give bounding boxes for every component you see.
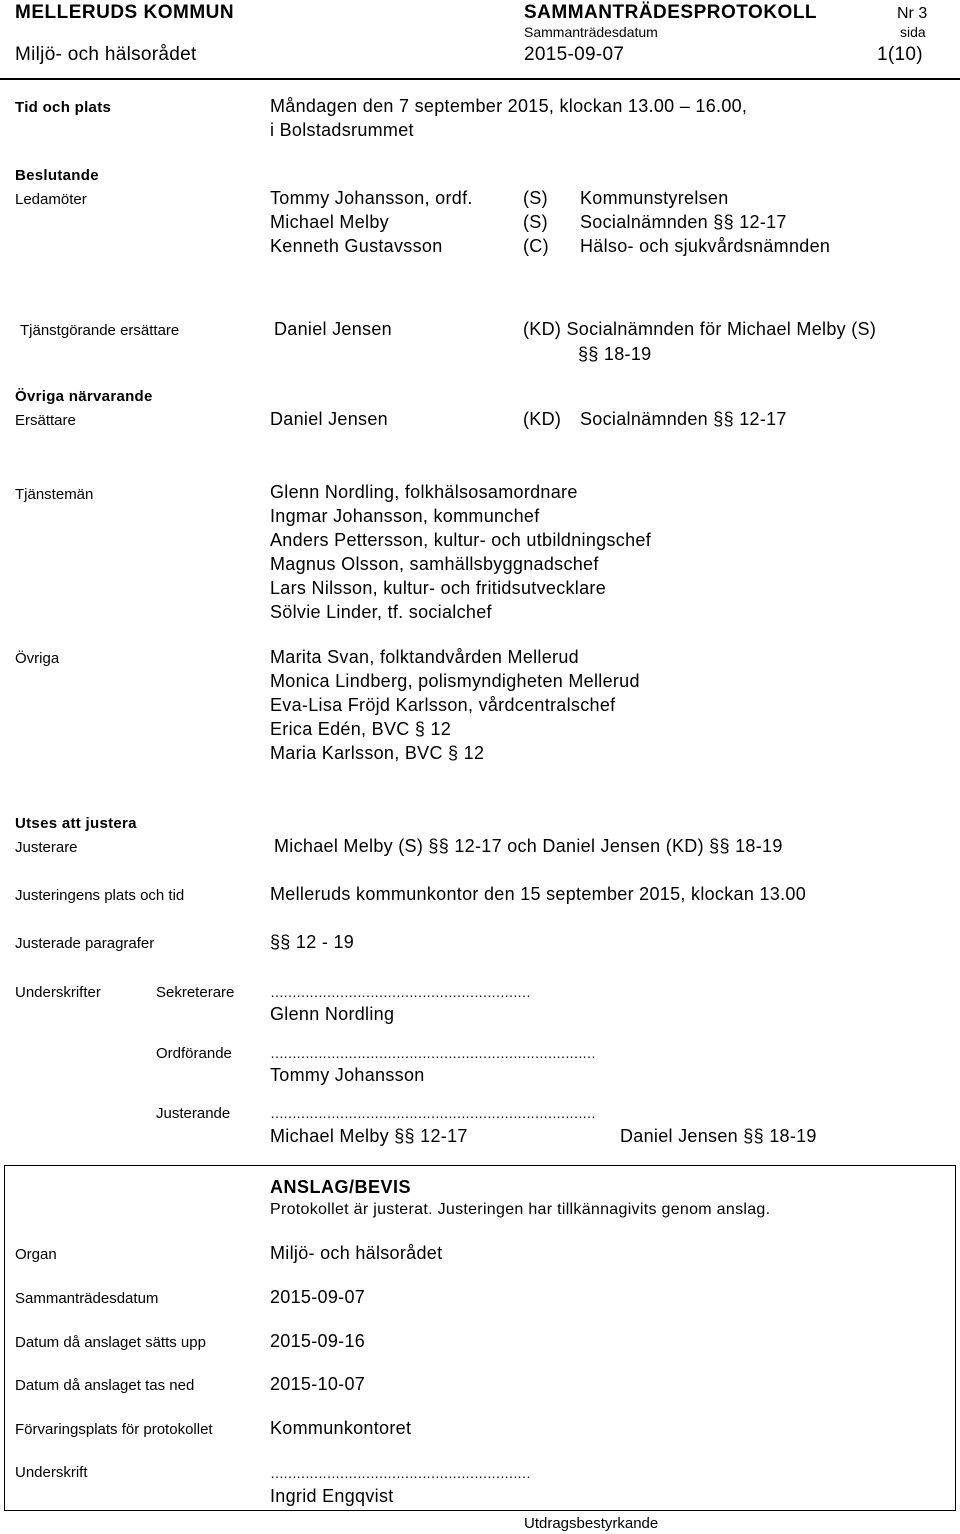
- alternates-label: Ersättare: [15, 412, 76, 429]
- signatures-label: Underskrifter: [15, 984, 101, 1001]
- other-item: Erica Edén, BVC § 12: [270, 719, 452, 739]
- page-label: sida: [900, 24, 926, 40]
- official-item: Magnus Olsson, samhällsbyggnadschef: [270, 554, 599, 574]
- time-place-label: Tid och plats: [15, 99, 112, 116]
- organ-value: Miljö- och hälsorådet: [270, 1243, 443, 1263]
- secretary-label: Sekreterare: [156, 984, 235, 1001]
- chair-name: Tommy Johansson: [270, 1065, 425, 1085]
- notice-title: ANSLAG/BEVIS: [270, 1177, 412, 1197]
- member-party: (S): [523, 188, 548, 208]
- meeting-date-label: Sammanträdesdatum: [15, 1290, 159, 1307]
- other-item: Marita Svan, folktandvården Mellerud: [270, 647, 579, 667]
- signature-label: Underskrift: [15, 1464, 88, 1481]
- member-party: (S): [523, 212, 548, 232]
- decision-makers-label: Beslutande: [15, 167, 99, 184]
- substitute-serving-label: Tjänstgörande ersättare: [20, 322, 180, 339]
- alternate-name: Daniel Jensen: [270, 409, 388, 429]
- official-item: Lars Nilsson, kultur- och fritidsutvecklare: [270, 578, 607, 598]
- secretary-name: Glenn Nordling: [270, 1004, 395, 1024]
- chair-label: Ordförande: [156, 1045, 232, 1062]
- adjust-section-label: Utses att justera: [15, 815, 137, 832]
- posted-date-label: Datum då anslaget sätts upp: [15, 1334, 206, 1351]
- adjuster-signer-1: Michael Melby §§ 12-17: [270, 1126, 468, 1146]
- adjust-place: Melleruds kommunkontor den 15 september 2015, klockan 13.00: [270, 884, 806, 904]
- official-item: Anders Pettersson, kultur- och utbildningschef: [270, 530, 651, 550]
- substitute-line1: (KD) Socialnämnden för Michael Melby (S): [523, 319, 877, 339]
- storage-label: Förvaringsplats för protokollet: [15, 1421, 213, 1438]
- notice-text: Protokollet är justerat. Justeringen har tillkännagivits genom anslag.: [270, 1201, 771, 1218]
- storage-value: Kommunkontoret: [270, 1418, 412, 1438]
- member-body: Kommunstyrelsen: [580, 188, 729, 208]
- chair-signature-line: …………………………………………………………………: [270, 1045, 595, 1061]
- adjusters: Michael Melby (S) §§ 12-17 och Daniel Jensen (KD) §§ 18-19: [274, 836, 783, 856]
- removed-date-label: Datum då anslaget tas ned: [15, 1377, 195, 1394]
- footer-certification: Utdragsbestyrkande: [524, 1515, 659, 1532]
- adjusted-paragraphs: §§ 12 - 19: [270, 932, 355, 952]
- adjusted-paragraphs-label: Justerade paragrafer: [15, 935, 155, 952]
- adjust-place-label: Justeringens plats och tid: [15, 887, 185, 904]
- others-present-label: Övriga närvarande: [15, 388, 153, 405]
- department: Miljö- och hälsorådet: [15, 44, 197, 65]
- adjusting-signer-label: Justerande: [156, 1105, 231, 1122]
- other-item: Maria Karlsson, BVC § 12: [270, 743, 485, 763]
- time-place-line2: i Bolstadsrummet: [270, 120, 414, 140]
- substitute-line2: §§ 18-19: [578, 344, 652, 364]
- document-type: SAMMANTRÄDESPROTOKOLL: [524, 2, 818, 23]
- posted-date-value: 2015-09-16: [270, 1331, 366, 1351]
- member-name: Michael Melby: [270, 212, 389, 232]
- notice-signature-line: ……………………………………………………: [270, 1465, 530, 1481]
- official-item: Glenn Nordling, folkhälsosamordnare: [270, 482, 578, 502]
- member-body: Socialnämnden §§ 12-17: [580, 212, 787, 232]
- protocol-number: Nr 3: [897, 5, 928, 22]
- member-name: Kenneth Gustavsson: [270, 236, 443, 256]
- members-label: Ledamöter: [15, 191, 87, 208]
- meeting-date-value: 2015-09-07: [270, 1287, 366, 1307]
- member-body: Hälso- och sjukvårdsnämnden: [580, 236, 831, 256]
- officials-label: Tjänstemän: [15, 486, 94, 503]
- official-item: Sölvie Linder, tf. socialchef: [270, 602, 492, 622]
- official-item: Ingmar Johansson, kommunchef: [270, 506, 540, 526]
- org-name: MELLERUDS KOMMUN: [15, 2, 235, 23]
- adjuster-signer-2: Daniel Jensen §§ 18-19: [620, 1126, 817, 1146]
- page-number: 1(10): [877, 44, 923, 65]
- member-party: (C): [523, 236, 549, 256]
- notice-signer: Ingrid Engqvist: [270, 1486, 394, 1506]
- secretary-signature-line: ……………………………………………………: [270, 984, 530, 1000]
- header-divider: [0, 78, 960, 80]
- meeting-date: 2015-09-07: [524, 44, 625, 65]
- alternate-party: (KD): [523, 409, 562, 429]
- member-name: Tommy Johansson, ordf.: [270, 188, 473, 208]
- others-label: Övriga: [15, 650, 60, 667]
- other-item: Eva-Lisa Fröjd Karlsson, vårdcentralschef: [270, 695, 616, 715]
- time-place-line1: Måndagen den 7 september 2015, klockan 13.00 – 16.00,: [270, 96, 748, 116]
- adjuster-signature-line: …………………………………………………………………: [270, 1105, 595, 1121]
- substitute-name: Daniel Jensen: [274, 319, 392, 339]
- other-item: Monica Lindberg, polismyndigheten Mellerud: [270, 671, 640, 691]
- organ-label: Organ: [15, 1246, 57, 1263]
- adjuster-label: Justerare: [15, 839, 78, 856]
- removed-date-value: 2015-10-07: [270, 1374, 366, 1394]
- date-label: Sammanträdesdatum: [524, 24, 658, 40]
- alternate-body: Socialnämnden §§ 12-17: [580, 409, 787, 429]
